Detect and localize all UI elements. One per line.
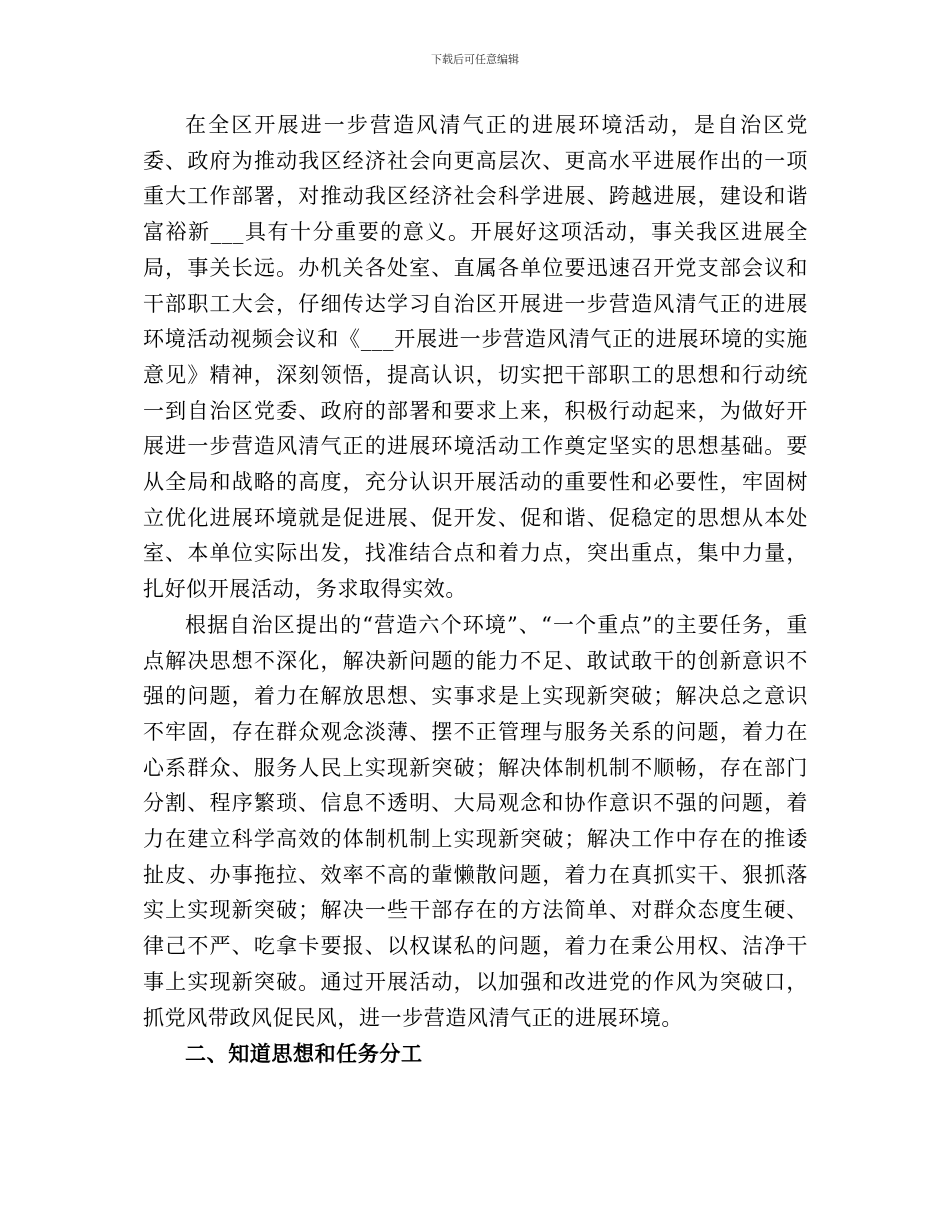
body-paragraph-1: 在全区开展进一步营造风清气正的进展环境活动，是自治区党委、政府为推动我区经济社会向更高层次、更高水平进展作出的一项重大工作部署，对推动我区经济社会科学进展、跨越进展，建设和谐富裕新___具有十分重要的意义。开展好这项活动，事关我区进展全局，事关长远。办机关各处室、直属各单位要迅速召开党支部会议和干部职工大会，仔细传达学习自治区开展进一步营造风清气正的进展环境活动视频会议和《___开展进一步营造风清气正的进展环境的实施意见》精神，深刻领悟，提高认识，切实把干部职工的思想和行动统一到自治区党委、政府的部署和要求上来，积极行动起来，为做好开展进一步营造风清气正的进展环境活动工作奠定坚实的思想基础。要从全局和战略的高度，充分认识开展活动的重要性和必要性，牢固树立优化进展环境就是促进展、促开发、促和谐、促稳定的思想从本处室、本单位实际出发，找准结合点和着力点，突出重点，集中力量，扎好似开展活动，务求取得实效。 (143, 113, 808, 602)
section-heading: 二、知道思想和任务分工 (185, 1041, 423, 1067)
document-body (143, 108, 808, 1072)
page-header-note: 下载后可任意编辑 (431, 53, 519, 66)
body-paragraph-2: 根据自治区提出的“营造六个环境”、“一个重点”的主要任务，重点解决思想不深化，解决新问题的能力不足、敢试敢干的创新意识不强的问题，着力在解放思想、实事求是上实现新突破；解决总之意识不牢固，存在群众观念淡薄、摆不正管理与服务关系的问题，着力在心系群众、服务人民上实现新突破；解决体制机制不顺畅，存在部门分割、程序繁琐、信息不透明、大局观念和协作意识不强的问题，着力在建立科学高效的体制机制上实现新突破；解决工作中存在的推诿扯皮、办事拖拉、效率不高的軰懒散问题，着力在真抓实干、狠抓落实上实现新突破；解决一些干部存在的方法简单、对群众态度生硬、律己不严、吃拿卡要报、以权谋私的问题，着力在秉公用权、洁净干事上实现新突破。通过开展活动，以加强和改进党的作风为突破口，抓党风带政风促民风，进一步营造风清气正的进展环境。 (143, 612, 808, 1030)
